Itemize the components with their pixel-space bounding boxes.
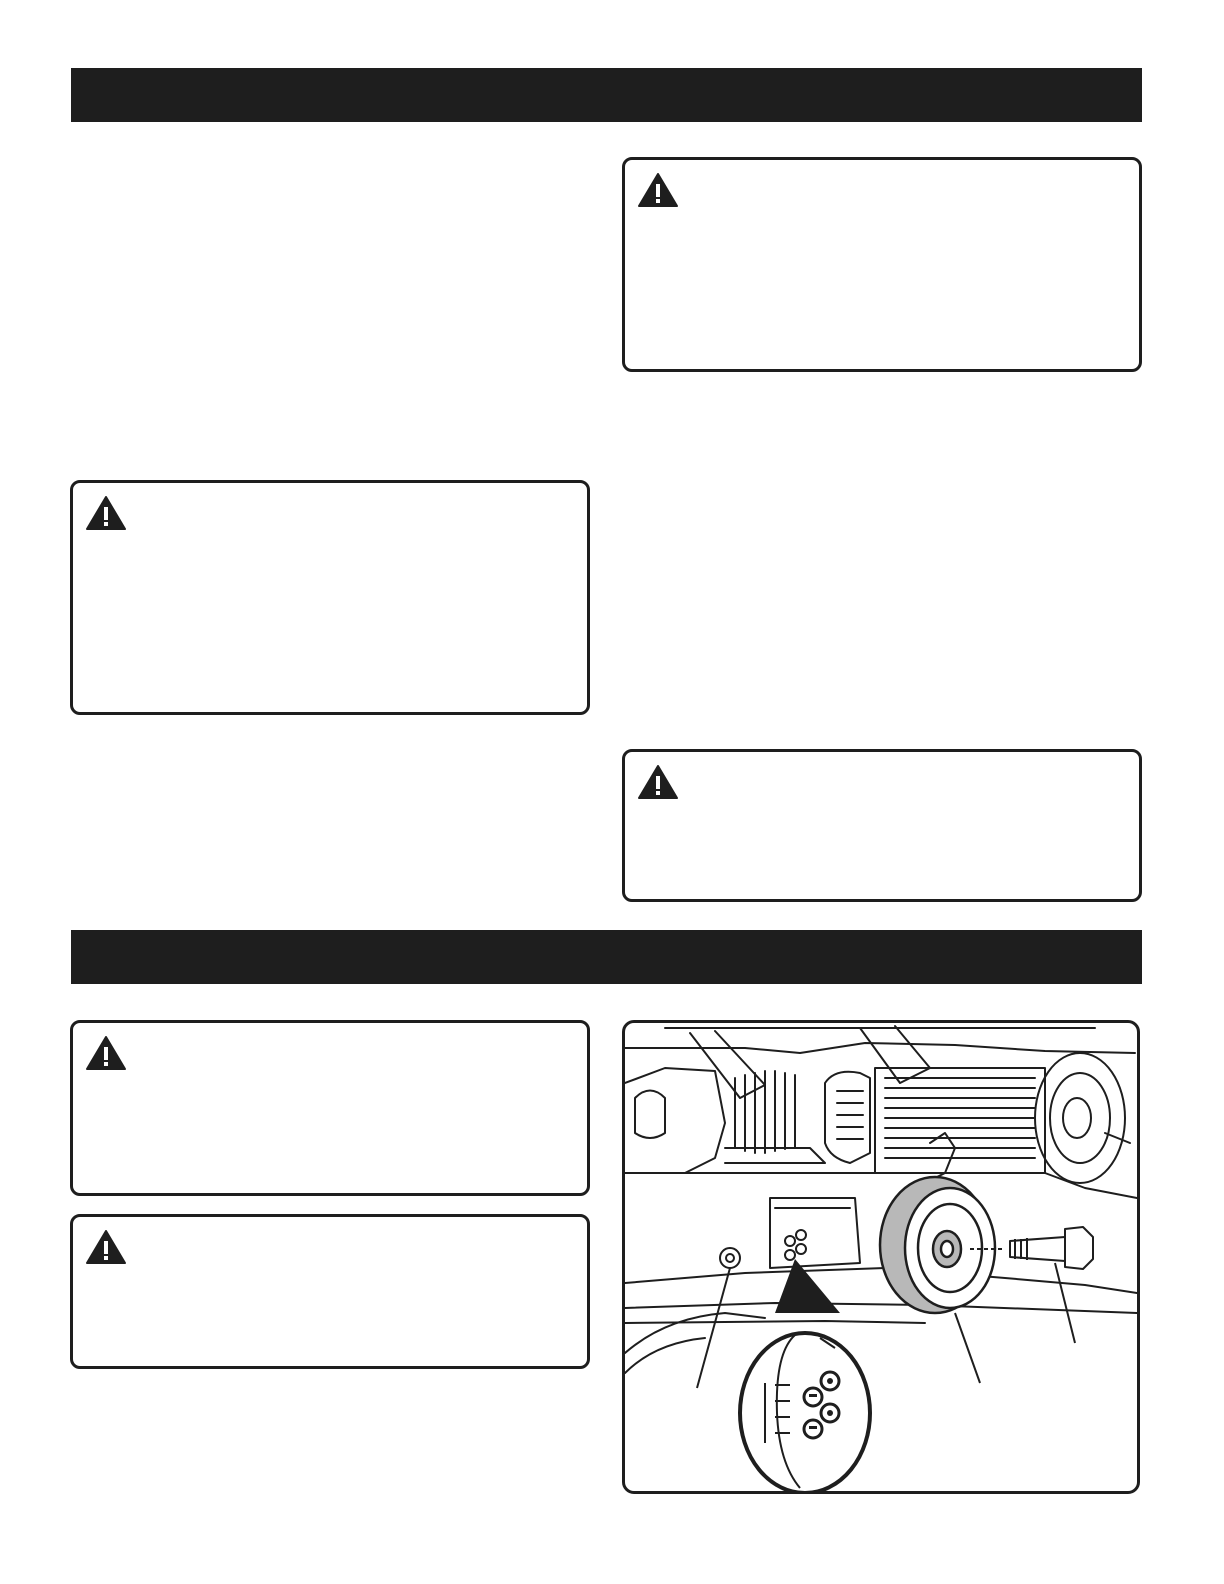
warning-triangle-icon [637, 764, 679, 800]
wheel-assembly-illustration [625, 1023, 1137, 1491]
warning-box [70, 480, 590, 715]
warning-triangle-icon [85, 1229, 127, 1265]
warning-box [622, 157, 1142, 372]
section-header-bar [71, 930, 1142, 984]
warning-box [622, 749, 1142, 902]
warning-box [70, 1214, 590, 1369]
warning-triangle-icon [637, 172, 679, 208]
warning-triangle-icon [85, 1035, 127, 1071]
assembly-figure [622, 1020, 1140, 1494]
warning-box [70, 1020, 590, 1196]
warning-triangle-icon [85, 495, 127, 531]
section-header-bar [71, 68, 1142, 122]
